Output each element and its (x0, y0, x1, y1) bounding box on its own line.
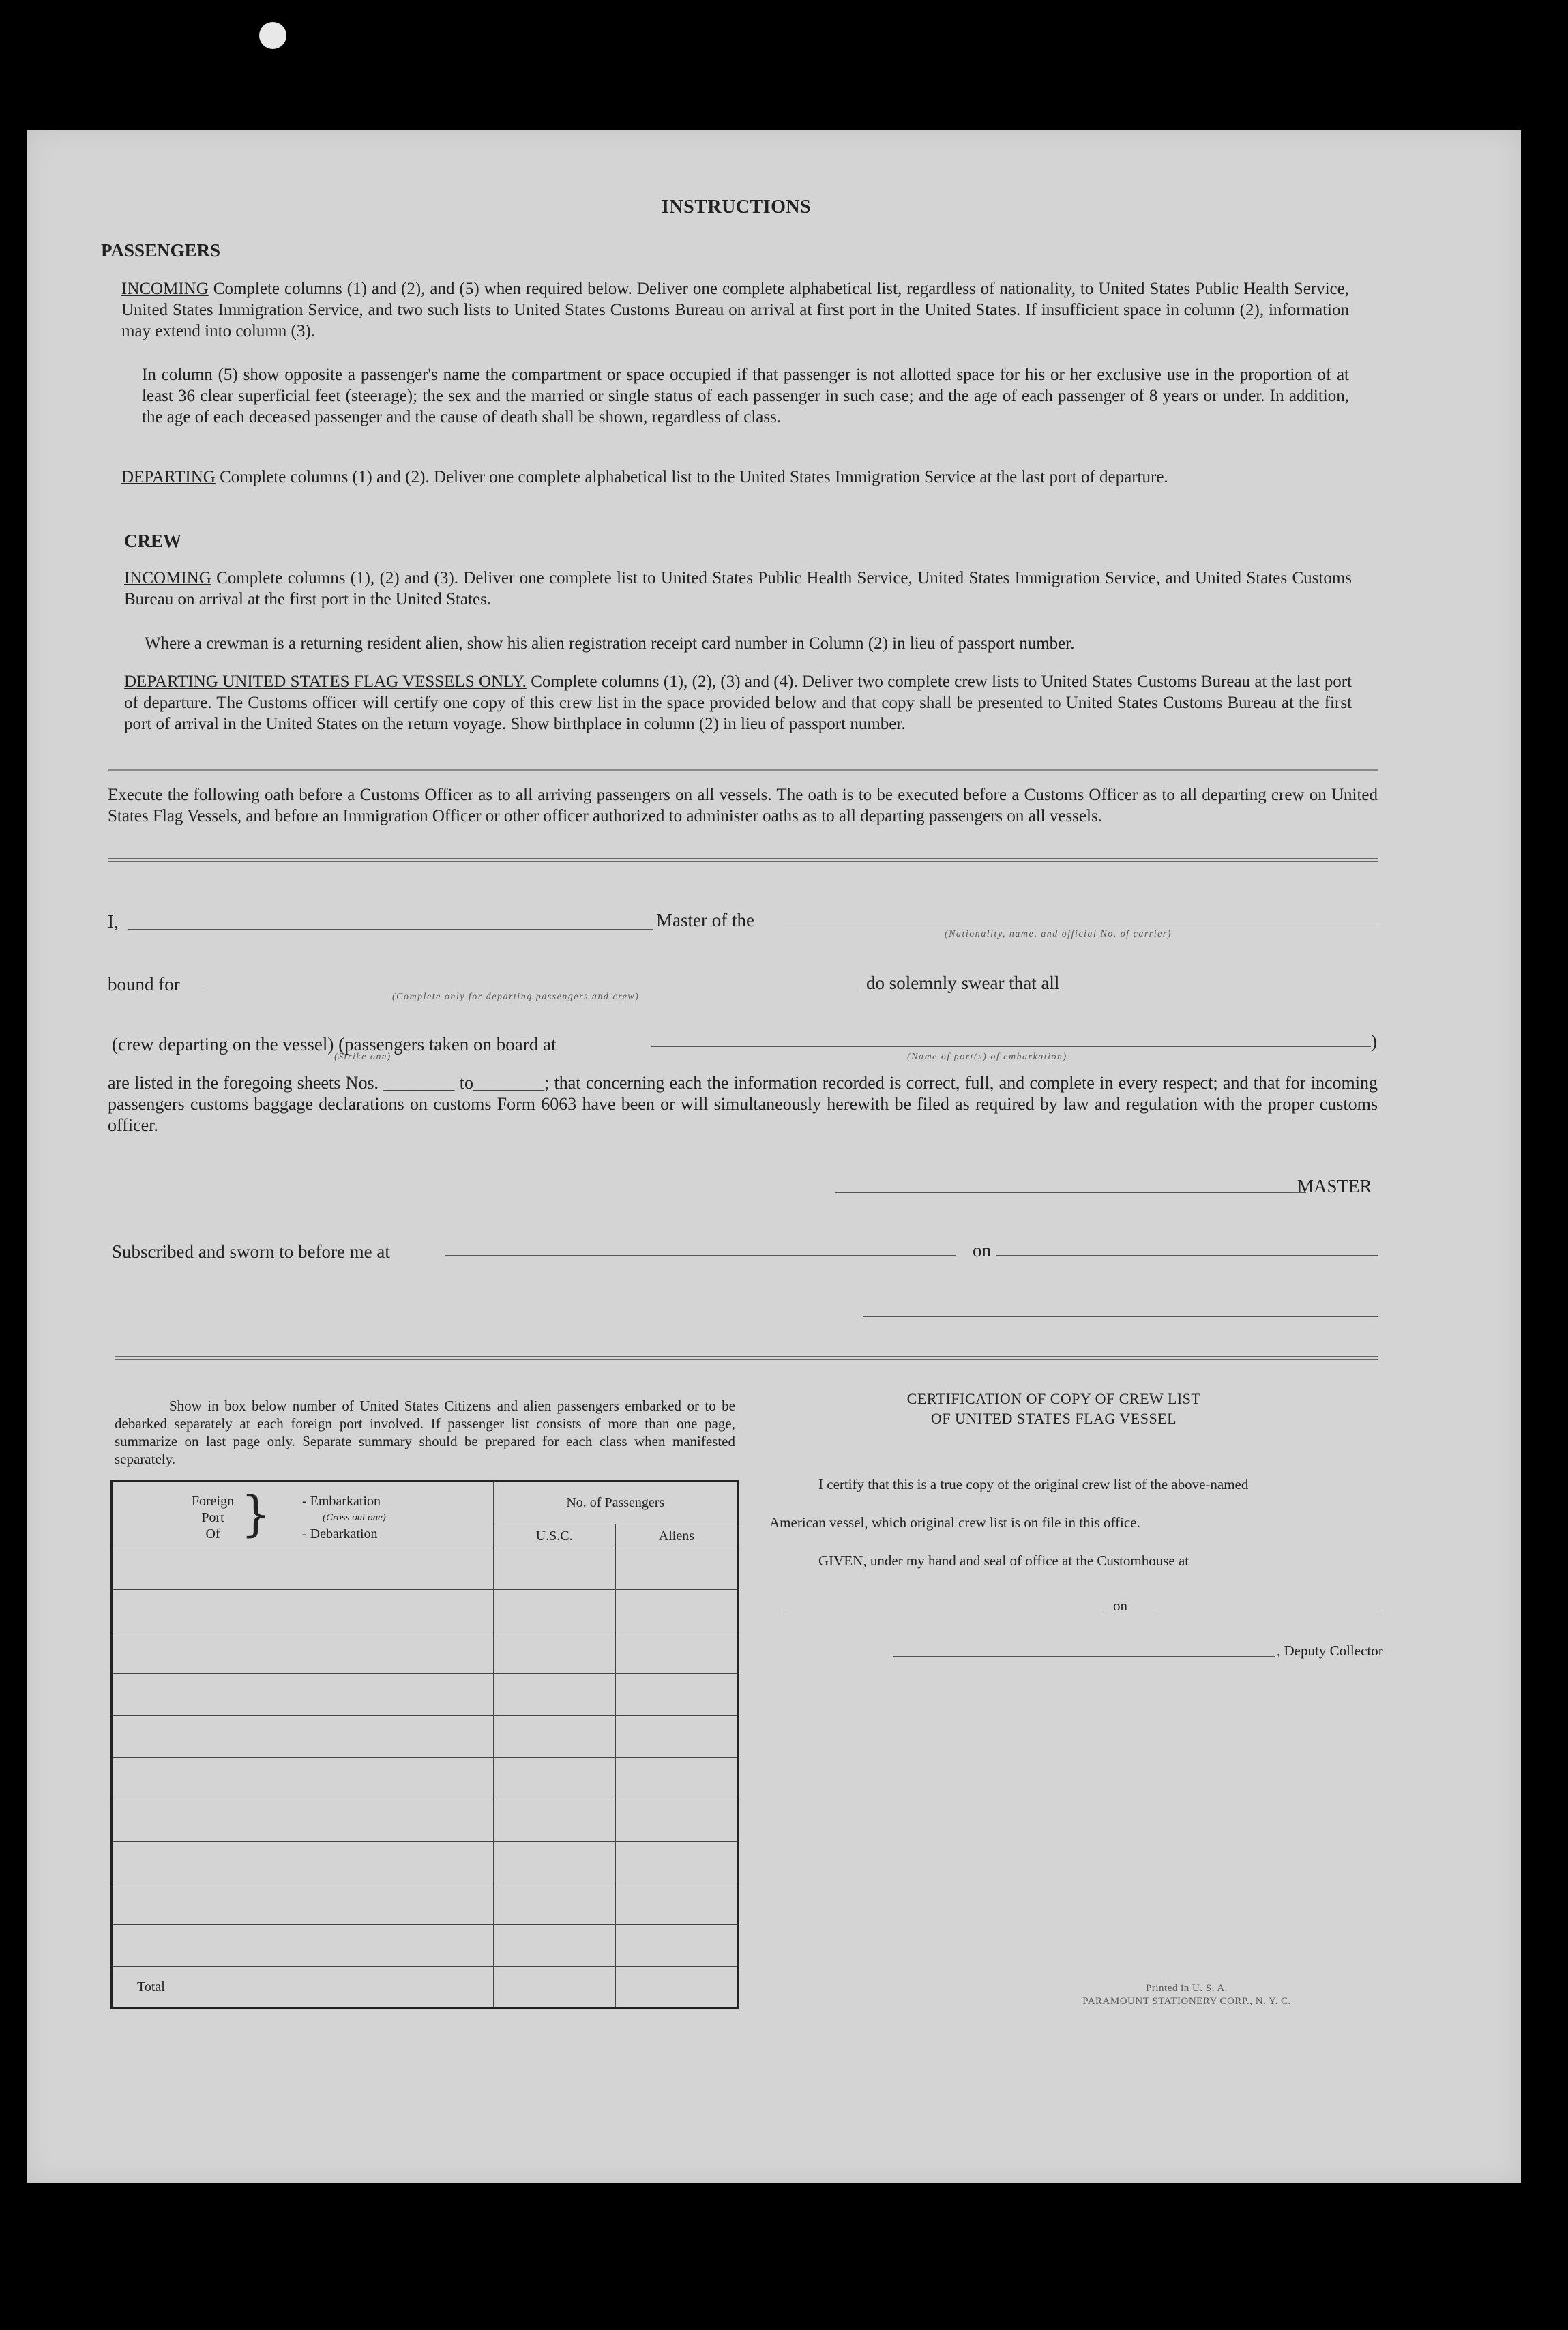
certification-line2: American vessel, which original crew list is on file in this office. (769, 1514, 1140, 1531)
master-name-field[interactable] (128, 929, 653, 930)
subscribed-label: Subscribed and sworn to before me at (112, 1241, 390, 1262)
usc-cell[interactable] (493, 1883, 615, 1924)
certification-title-line1: CERTIFICATION OF COPY OF CREW LIST (906, 1390, 1201, 1407)
certification-title-line2: OF UNITED STATES FLAG VESSEL (930, 1410, 1177, 1427)
officer-signature-field[interactable] (863, 1316, 1378, 1317)
oath-intro: Execute the following oath before a Customs Officer as to all arriving passengers on all vessels. The oath is to be executed before a Customs Officer as to all departing crew on United States Flag Vessels, and before an Immigration Officer or other officer authorized to administer oaths as to all departing passengers on all vessels. (108, 786, 1378, 825)
usc-cell[interactable] (493, 1548, 615, 1590)
subscribed-place-field[interactable] (445, 1255, 956, 1256)
passengers-incoming-paragraph (121, 278, 1349, 342)
certification-line1: I certify that this is a true copy of the original crew list of the above-named (818, 1476, 1249, 1492)
cross-out-label: (Cross out one) (323, 1512, 386, 1523)
embarkation-label: - Embarkation (302, 1494, 381, 1509)
aliens-cell[interactable] (615, 1799, 738, 1841)
instructions-title: INSTRUCTIONS (662, 196, 812, 218)
passengers-heading: PASSENGERS (101, 240, 221, 261)
no-passengers-header: No. of Passengers (493, 1481, 738, 1524)
foreign-label: Foreign (191, 1494, 235, 1509)
printer-imprint (1050, 1982, 1323, 2008)
port-cell[interactable] (112, 1925, 494, 1966)
oath-statement: are listed in the foregoing sheets Nos. ________ to________; that concerning each the information recorded is correct, full, and complete in every respect; and that for incoming passengers customs baggage declarations on customs Form 6063 have been or will simultaneously herewith be filed as required by law and regulation with the proper customs officer. (108, 1073, 1378, 1135)
port-header-cell (112, 1481, 494, 1548)
aliens-cell[interactable] (615, 1632, 738, 1673)
certification-title (883, 1389, 1224, 1428)
aliens-cell[interactable] (615, 1925, 738, 1966)
passengers-column5-paragraph: In column (5) show opposite a passenger's name the compartment or space occupied if that passenger is not allotted space for his or her exclusive use in the proportion of at least 36 clear superficial feet (steerage); the sex and the married or single status of each passenger in such case; and the age of each passenger of 8 years or under. In addition, the age of each deceased passenger and the cause of death shall be shown, regardless of class. (142, 366, 1349, 426)
port-cell[interactable] (112, 1674, 494, 1715)
port-cell[interactable] (112, 1548, 494, 1590)
swear-label: do solemnly swear that all (866, 973, 1060, 993)
usc-cell[interactable] (493, 1715, 615, 1757)
certification-line3: GIVEN, under my hand and seal of office at the Customhouse at (818, 1552, 1189, 1569)
usc-cell[interactable] (493, 1674, 615, 1715)
master-signature-field[interactable] (835, 1192, 1306, 1193)
master-signature-label: MASTER (1297, 1176, 1372, 1196)
subscribed-on-label: on (973, 1240, 991, 1260)
debarkation-label: - Debarkation (302, 1527, 378, 1542)
usc-cell[interactable] (493, 1632, 615, 1673)
divider-line (108, 769, 1378, 771)
crew-incoming-text: Complete columns (1), (2) and (3). Deliver one complete list to United States Public Health Service, United States Immigration Service, and United States Customs Bureau on arrival at the first port in the United States. (124, 569, 1352, 608)
passenger-summary-table (110, 1480, 739, 2009)
port-cell[interactable] (112, 1632, 494, 1673)
bound-for-label: bound for (108, 974, 180, 994)
port-cell[interactable] (112, 1590, 494, 1632)
usc-cell[interactable] (493, 1841, 615, 1883)
port-cell[interactable] (112, 1799, 494, 1841)
usc-header: U.S.C. (493, 1524, 615, 1548)
punch-hole (259, 22, 286, 49)
passengers-departing-paragraph (121, 467, 1349, 488)
port-cell[interactable] (112, 1883, 494, 1924)
printer-line1: Printed in U. S. A. (1146, 1983, 1228, 1994)
carrier-caption: (Nationality, name, and official No. of carrier) (945, 929, 1172, 939)
passengers-incoming-label: INCOMING (121, 280, 209, 298)
usc-cell[interactable] (493, 1799, 615, 1841)
crew-departing-label: (crew departing on the vessel) (passengers taken on board at (112, 1034, 557, 1055)
ports-field[interactable] (651, 1046, 1371, 1047)
aliens-cell[interactable] (615, 1841, 738, 1883)
port-cell[interactable] (112, 1715, 494, 1757)
deputy-signature-field[interactable] (893, 1656, 1275, 1657)
summary-note: Show in box below number of United States Citizens and alien passengers embarked or to be debarked separately at each foreign port involved. If passenger list consists of more than one page, summarize on last page only. Separate summary should be prepared for each class when manifested separately. (115, 1398, 735, 1467)
crew-resident-paragraph: Where a crewman is a returning resident alien, show his alien registration receipt card number in Column (2) in lieu of passport number. (145, 634, 1075, 653)
certification-on-label: on (1113, 1597, 1127, 1614)
aliens-header: Aliens (615, 1524, 738, 1548)
total-usc-cell[interactable] (493, 1966, 615, 2008)
ports-caption: (Name of port(s) of embarkation) (907, 1052, 1067, 1062)
crew-departing-paragraph (124, 671, 1352, 735)
aliens-cell[interactable] (615, 1757, 738, 1799)
passengers-departing-text: Complete columns (1) and (2). Deliver one complete alphabetical list to the United States Immigration Service at the last port of departure. (220, 468, 1168, 486)
port-cell[interactable] (112, 1757, 494, 1799)
aliens-cell[interactable] (615, 1674, 738, 1715)
bound-for-caption: (Complete only for departing passengers and crew) (392, 992, 640, 1002)
port-label: Port (201, 1510, 224, 1525)
total-label: Total (112, 1966, 494, 2008)
printer-line2: PARAMOUNT STATIONERY CORP., N. Y. C. (1082, 1996, 1291, 2007)
usc-cell[interactable] (493, 1925, 615, 1966)
crew-incoming-paragraph (124, 567, 1352, 610)
oath-i-label: I, (108, 911, 119, 932)
form-page (27, 130, 1521, 2183)
deputy-collector-label: , Deputy Collector (1277, 1642, 1383, 1659)
total-aliens-cell[interactable] (615, 1966, 738, 2008)
aliens-cell[interactable] (615, 1590, 738, 1632)
double-divider-2 (115, 1356, 1378, 1360)
port-cell[interactable] (112, 1841, 494, 1883)
crew-departing-label: DEPARTING UNITED STATES FLAG VESSELS ONLY. (124, 673, 527, 691)
double-divider (108, 858, 1378, 862)
crew-departing-text: Complete columns (1), (2), (3) and (4). Deliver two complete crew lists to United States Customs Bureau at the last port of departure. The Customs officer will certify one copy of this crew list in the space provided below and that copy shall be presented to United States Customs Bureau at the first port of arrival in the United States on the return voyage. Show birthplace in column (2) in lieu of passport number. (124, 673, 1352, 733)
aliens-cell[interactable] (615, 1715, 738, 1757)
brace-icon: } (241, 1486, 271, 1542)
of-label: Of (205, 1527, 220, 1542)
usc-cell[interactable] (493, 1590, 615, 1632)
crew-heading: CREW (124, 531, 182, 551)
crew-incoming-label: INCOMING (124, 569, 211, 587)
aliens-cell[interactable] (615, 1548, 738, 1590)
passengers-departing-label: DEPARTING (121, 468, 216, 486)
subscribed-date-field[interactable] (996, 1255, 1378, 1256)
master-of-the-label: Master of the (656, 910, 754, 930)
aliens-cell[interactable] (615, 1883, 738, 1924)
usc-cell[interactable] (493, 1757, 615, 1799)
close-paren: ) (1371, 1031, 1377, 1052)
strike-one-caption: (Strike one) (334, 1052, 391, 1062)
passengers-incoming-text: Complete columns (1) and (2), and (5) when required below. Deliver one complete alphabetical list, regardless of nationality, to United States Public Health Service, United States Immigration Service, and two such lists to United States Customs Bureau on arrival at first port in the United States. If insufficient space in column (2), information may extend into column (3). (121, 280, 1350, 340)
